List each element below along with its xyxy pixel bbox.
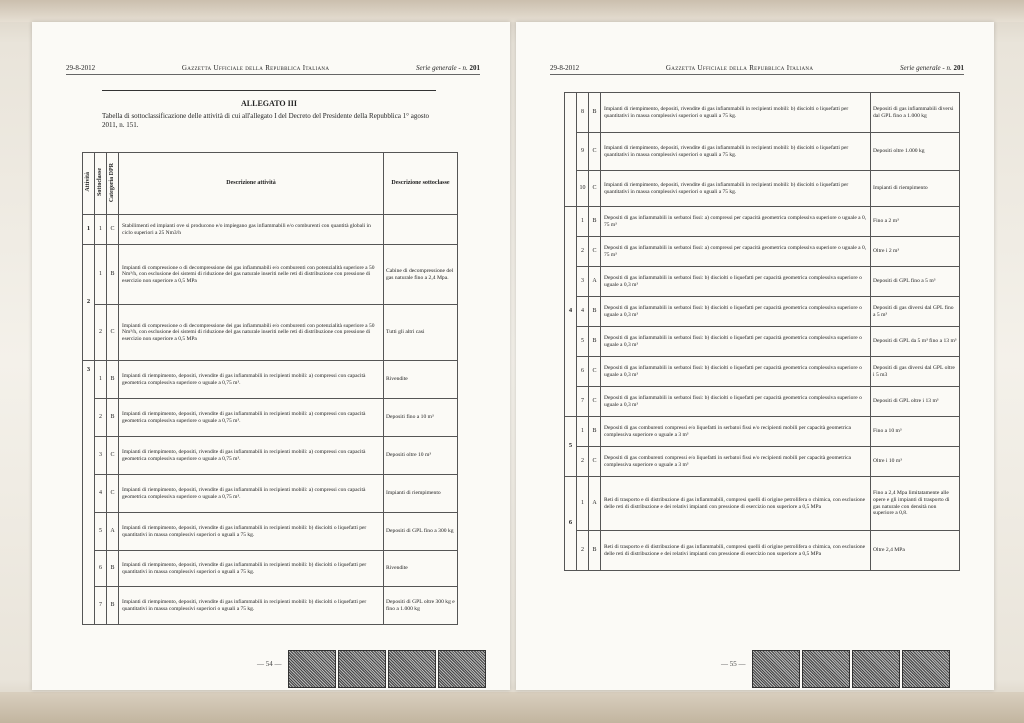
cell-categoria: B xyxy=(589,297,601,327)
cell-descrizione: Impianti di riempimento, depositi, rivendite di gas infiammabili in recipienti mobili: a) compressi con capacità geometrica complessiva superiore o uguale a 0,75 m³. xyxy=(119,437,384,475)
cell-descrizione: Depositi di gas infiammabili in serbatoi fissi: b) disciolti o liquefatti per capacità geometrica complessiva superiore o uguale a 0,3 m³ xyxy=(601,327,871,357)
cell-descrizione: Depositi di gas infiammabili in serbatoi fissi: b) disciolti o liquefatti per capacità geometrica complessiva superiore o uguale a 0,3 m³ xyxy=(601,387,871,417)
table-row xyxy=(565,531,960,571)
cell-descrizione: Depositi di gas comburenti compressi e/o liquefatti in serbatoi fissi e/o recipienti mobili per capacità geometrica complessiva superiore o uguale a 3 m³ xyxy=(601,417,871,447)
cell-sottoclasse-desc: Depositi oltre 1.000 kg xyxy=(871,133,960,171)
cell-sottoclasse-desc: Fino a 2 m³ xyxy=(871,207,960,237)
annex-title-block xyxy=(102,90,436,108)
cell-descrizione: Impianti di riempimento, depositi, rivendite di gas infiammabili in recipienti mobili: b) disciolti o liquefatti per quantitativi in massa complessivi superiori o uguali a 75 kg. xyxy=(119,587,384,625)
cell-categoria: C xyxy=(589,387,601,417)
cell-attivita: 6 xyxy=(565,477,577,571)
cell-sottoclasse: 8 xyxy=(577,93,589,133)
table-row xyxy=(565,447,960,477)
cell-categoria: B xyxy=(107,399,119,437)
cell-categoria: B xyxy=(589,327,601,357)
cell-sottoclasse-desc: Depositi di GPL fino a 300 kg xyxy=(384,513,458,551)
cell-descrizione: Reti di trasporto e di distribuzione di gas infiammabili, compresi quelli di origine petrolifera o chimica, con esclusione delle reti di distribuzione e dei relativi impianti con pressione di esercizio non superiore a 0,5 MPa xyxy=(601,531,871,571)
cell-sottoclasse: 10 xyxy=(577,171,589,207)
qr-code-icon xyxy=(752,650,800,688)
table-row xyxy=(565,267,960,297)
cell-sottoclasse-desc xyxy=(384,215,458,245)
cell-categoria: B xyxy=(107,361,119,399)
cell-sottoclasse-desc: Impianti di riempimento xyxy=(384,475,458,513)
cell-attivita: 1 xyxy=(83,215,95,245)
cell-descrizione: Impianti di riempimento, depositi, rivendite di gas infiammabili in recipienti mobili: a) compressi con capacità geometrica complessiva superiore o uguale a 0,75 m³. xyxy=(119,361,384,399)
table-row xyxy=(83,361,458,399)
header-gazette: Gazzetta Ufficiale della Repubblica Italiana xyxy=(181,64,330,72)
cell-categoria: C xyxy=(589,447,601,477)
cell-descrizione: Reti di trasporto e di distribuzione di gas infiammabili, compresi quelli di origine petrolifera o chimica, con esclusione delle reti di distribuzione e dei relativi impianti con pressione di esercizio non superiore a 0,5 MPa xyxy=(601,477,871,531)
cell-sottoclasse-desc: Rivendite xyxy=(384,361,458,399)
cell-categoria: B xyxy=(589,207,601,237)
cell-descrizione: Impianti di riempimento, depositi, rivendite di gas infiammabili in recipienti mobili: b) disciolti o liquefatti per quantitativi in massa complessivi superiori o uguali a 75 kg. xyxy=(601,171,871,207)
cell-sottoclasse: 2 xyxy=(577,237,589,267)
cell-sottoclasse: 1 xyxy=(95,215,107,245)
qr-code-icon xyxy=(852,650,900,688)
col-attivita: Attività xyxy=(83,153,95,215)
cell-sottoclasse: 5 xyxy=(95,513,107,551)
cell-sottoclasse: 2 xyxy=(95,399,107,437)
page-number: — 55 — xyxy=(721,660,746,668)
table-row xyxy=(565,387,960,417)
cell-sottoclasse-desc: Tutti gli altri casi xyxy=(384,305,458,361)
header-series: Serie generale - n. 201 xyxy=(900,64,964,72)
cell-descrizione: Depositi di gas infiammabili in serbatoi fissi: a) compressi per capacità geometrica complessiva superiore o uguale a 0, 75 m³ xyxy=(601,207,871,237)
page-header xyxy=(66,60,480,75)
cell-attivita: 4 xyxy=(565,207,577,417)
qr-code-icon xyxy=(288,650,336,688)
cell-sottoclasse: 2 xyxy=(95,305,107,361)
annex-intro: Tabella di sottoclassificazione delle attività di cui all'allegato I del Decreto del Presidente della Repubblica 1° agosto 2011, n. 151. xyxy=(102,112,430,129)
cell-categoria: B xyxy=(589,417,601,447)
cell-descrizione: Depositi di gas infiammabili in serbatoi fissi: a) compressi per capacità geometrica complessiva superiore o uguale a 0, 75 m³ xyxy=(601,237,871,267)
cell-categoria: B xyxy=(107,551,119,587)
qr-code-icon xyxy=(902,650,950,688)
cell-sottoclasse-desc: Depositi di GPL oltre i 13 m³ xyxy=(871,387,960,417)
cell-sottoclasse: 1 xyxy=(577,477,589,531)
cell-sottoclasse-desc: Depositi di GPL fino a 5 m³ xyxy=(871,267,960,297)
header-series: Serie generale - n. 201 xyxy=(416,64,480,72)
cell-categoria: B xyxy=(107,587,119,625)
cell-sottoclasse: 5 xyxy=(577,327,589,357)
cell-sottoclasse-desc: Depositi di GPL da 5 m³ fino a 13 m³ xyxy=(871,327,960,357)
table-row xyxy=(83,399,458,437)
cell-descrizione: Impianti di riempimento, depositi, rivendite di gas infiammabili in recipienti mobili: b) disciolti o liquefatti per quantitativi in massa complessivi superiori o uguali a 75 kg. xyxy=(601,133,871,171)
cell-sottoclasse: 3 xyxy=(577,267,589,297)
col-categoria: Categoria DPR xyxy=(107,153,119,215)
cell-descrizione: Depositi di gas comburenti compressi e/o liquefatti in serbatoi fissi e/o recipienti mobili per capacità geometrica complessiva superiore o uguale a 3 m³ xyxy=(601,447,871,477)
table-row xyxy=(83,551,458,587)
cell-sottoclasse-desc: Depositi fino a 10 m³ xyxy=(384,399,458,437)
cell-categoria: C xyxy=(107,215,119,245)
cell-categoria: C xyxy=(107,437,119,475)
cell-descrizione: Impianti di riempimento, depositi, rivendite di gas infiammabili in recipienti mobili: b) disciolti o liquefatti per quantitativi in massa complessivi superiori o uguali a 75 kg. xyxy=(119,551,384,587)
cell-sottoclasse: 7 xyxy=(95,587,107,625)
cell-descrizione: Depositi di gas infiammabili in serbatoi fissi: b) disciolti o liquefatti per capacità geometrica complessiva superiore o uguale a 0,3 m³ xyxy=(601,357,871,387)
qr-code-icon xyxy=(388,650,436,688)
cell-categoria: C xyxy=(107,475,119,513)
cell-sottoclasse-desc: Oltre 2,4 MPa xyxy=(871,531,960,571)
cell-sottoclasse-desc: Cabine di decompressione del gas naturale fino a 2,4 Mpa. xyxy=(384,245,458,305)
table-row xyxy=(565,133,960,171)
cell-sottoclasse-desc: Fino a 2,4 Mpa limitatamente alle opere e gli impianti di trasporto di gas naturale con densità non superiore a 0,8. xyxy=(871,477,960,531)
cell-descrizione: Impianti di riempimento, depositi, rivendite di gas infiammabili in recipienti mobili: b) disciolti o liquefatti per quantitativi in massa complessivi superiori o uguali a 75 kg. xyxy=(119,513,384,551)
cell-sottoclasse-desc: Fino a 10 m³ xyxy=(871,417,960,447)
table-row xyxy=(565,297,960,327)
table-row xyxy=(83,587,458,625)
subclass-table-continued xyxy=(564,92,960,571)
cell-attivita: 3 xyxy=(83,361,95,625)
table-row xyxy=(565,357,960,387)
table-row xyxy=(565,171,960,207)
subclass-table xyxy=(82,152,458,625)
cell-descrizione: Depositi di gas infiammabili in serbatoi fissi: b) disciolti o liquefatti per capacità geometrica complessiva superiore o uguale a 0,3 m³ xyxy=(601,267,871,297)
cell-categoria: C xyxy=(589,237,601,267)
cell-sottoclasse: 1 xyxy=(95,361,107,399)
cell-sottoclasse: 1 xyxy=(577,207,589,237)
table-row xyxy=(565,327,960,357)
cell-descrizione: Impianti di riempimento, depositi, rivendite di gas infiammabili in recipienti mobili: a) compressi con capacità geometrica complessiva superiore o uguale a 0,75 m³. xyxy=(119,399,384,437)
cell-categoria: A xyxy=(589,477,601,531)
cell-attivita: 2 xyxy=(83,245,95,361)
cell-sottoclasse-desc: Oltre i 2 m³ xyxy=(871,237,960,267)
qr-code-icon xyxy=(802,650,850,688)
right-page xyxy=(516,22,994,690)
scan-top-edge xyxy=(0,0,1024,22)
page-number: — 54 — xyxy=(257,660,282,668)
cell-sottoclasse: 6 xyxy=(577,357,589,387)
cell-attivita: 5 xyxy=(565,417,577,477)
table-row xyxy=(83,475,458,513)
col-descrizione-sottoclasse: Descrizione sottoclasse xyxy=(384,153,458,215)
cell-sottoclasse-desc: Rivendite xyxy=(384,551,458,587)
cell-sottoclasse: 1 xyxy=(577,417,589,447)
cell-attivita xyxy=(565,93,577,207)
table-row xyxy=(565,417,960,447)
page-header xyxy=(550,60,964,75)
header-date: 29-8-2012 xyxy=(550,64,580,72)
header-gazette: Gazzetta Ufficiale della Repubblica Italiana xyxy=(665,64,814,72)
cell-categoria: C xyxy=(589,133,601,171)
qr-code-icon xyxy=(338,650,386,688)
cell-descrizione: Impianti di compressione o di decompressione dei gas infiammabili e/o comburenti con potenzialità superiore a 50 Nm³/h, con esclusione dei sistemi di riduzione del gas naturale inseriti nelle reti di distribuzione con pressione di esercizio non superiore a 0,5 MPa xyxy=(119,305,384,361)
cell-sottoclasse-desc: Depositi di gas diversi dal GPL oltre i 5 m3 xyxy=(871,357,960,387)
cell-sottoclasse: 9 xyxy=(577,133,589,171)
cell-categoria: C xyxy=(589,171,601,207)
cell-sottoclasse: 2 xyxy=(577,531,589,571)
table-row xyxy=(565,93,960,133)
table-row xyxy=(83,305,458,361)
cell-categoria: B xyxy=(589,531,601,571)
table-header-row xyxy=(83,153,458,215)
cell-categoria: A xyxy=(589,267,601,297)
scan-bottom-edge xyxy=(0,692,1024,723)
cell-categoria: C xyxy=(589,357,601,387)
cell-sottoclasse: 3 xyxy=(95,437,107,475)
cell-sottoclasse: 2 xyxy=(577,447,589,477)
table-row xyxy=(565,237,960,267)
cell-sottoclasse-desc: Depositi di gas diversi dal GPL fino a 5 m³ xyxy=(871,297,960,327)
table-row xyxy=(565,477,960,531)
left-page xyxy=(32,22,510,690)
table-row xyxy=(83,245,458,305)
cell-descrizione: Impianti di riempimento, depositi, rivendite di gas infiammabili in recipienti mobili: b) disciolti o liquefatti per quantitativi in massa complessivi superiori o uguali a 75 kg. xyxy=(601,93,871,133)
table-row xyxy=(83,437,458,475)
cell-descrizione: Depositi di gas infiammabili in serbatoi fissi: b) disciolti o liquefatti per capacità geometrica complessiva superiore o uguale a 0,3 m³ xyxy=(601,297,871,327)
cell-descrizione: Impianti di compressione o di decompressione dei gas infiammabili e/o comburenti con potenzialità superiore a 50 Nm³/h, con esclusione dei sistemi di riduzione del gas naturale inseriti nelle reti di distribuzione con pressione di esercizio non superiore a 0,5 MPa xyxy=(119,245,384,305)
cell-categoria: C xyxy=(107,305,119,361)
cell-categoria: A xyxy=(107,513,119,551)
table-row xyxy=(565,207,960,237)
col-descrizione-attivita: Descrizione attività xyxy=(119,153,384,215)
cell-sottoclasse: 4 xyxy=(577,297,589,327)
header-date: 29-8-2012 xyxy=(66,64,96,72)
cell-sottoclasse-desc: Depositi oltre 10 m³ xyxy=(384,437,458,475)
cell-categoria: B xyxy=(589,93,601,133)
cell-sottoclasse-desc: Depositi di GPL oltre 300 kg e fino a 1.000 kg xyxy=(384,587,458,625)
cell-sottoclasse-desc: Impianti di riempimento xyxy=(871,171,960,207)
cell-sottoclasse: 6 xyxy=(95,551,107,587)
cell-descrizione: Impianti di riempimento, depositi, rivendite di gas infiammabili in recipienti mobili: a) compressi con capacità geometrica complessiva superiore o uguale a 0,75 m³. xyxy=(119,475,384,513)
cell-sottoclasse: 4 xyxy=(95,475,107,513)
table-row xyxy=(83,215,458,245)
cell-sottoclasse: 7 xyxy=(577,387,589,417)
cell-sottoclasse-desc: Depositi di gas infiammabili diversi dal GPL fino a 1.000 kg xyxy=(871,93,960,133)
cell-sottoclasse: 1 xyxy=(95,245,107,305)
qr-code-icon xyxy=(438,650,486,688)
cell-sottoclasse-desc: Oltre i 10 m³ xyxy=(871,447,960,477)
col-sottoclasse: Sottoclasse xyxy=(95,153,107,215)
cell-categoria: B xyxy=(107,245,119,305)
table-row xyxy=(83,513,458,551)
annex-title: ALLEGATO III xyxy=(241,99,297,108)
cell-descrizione: Stabilimenti ed impianti ove si producono e/o impiegano gas infiammabili e/o comburenti con quantità globali in ciclo superiori a 25 Nm3/h xyxy=(119,215,384,245)
